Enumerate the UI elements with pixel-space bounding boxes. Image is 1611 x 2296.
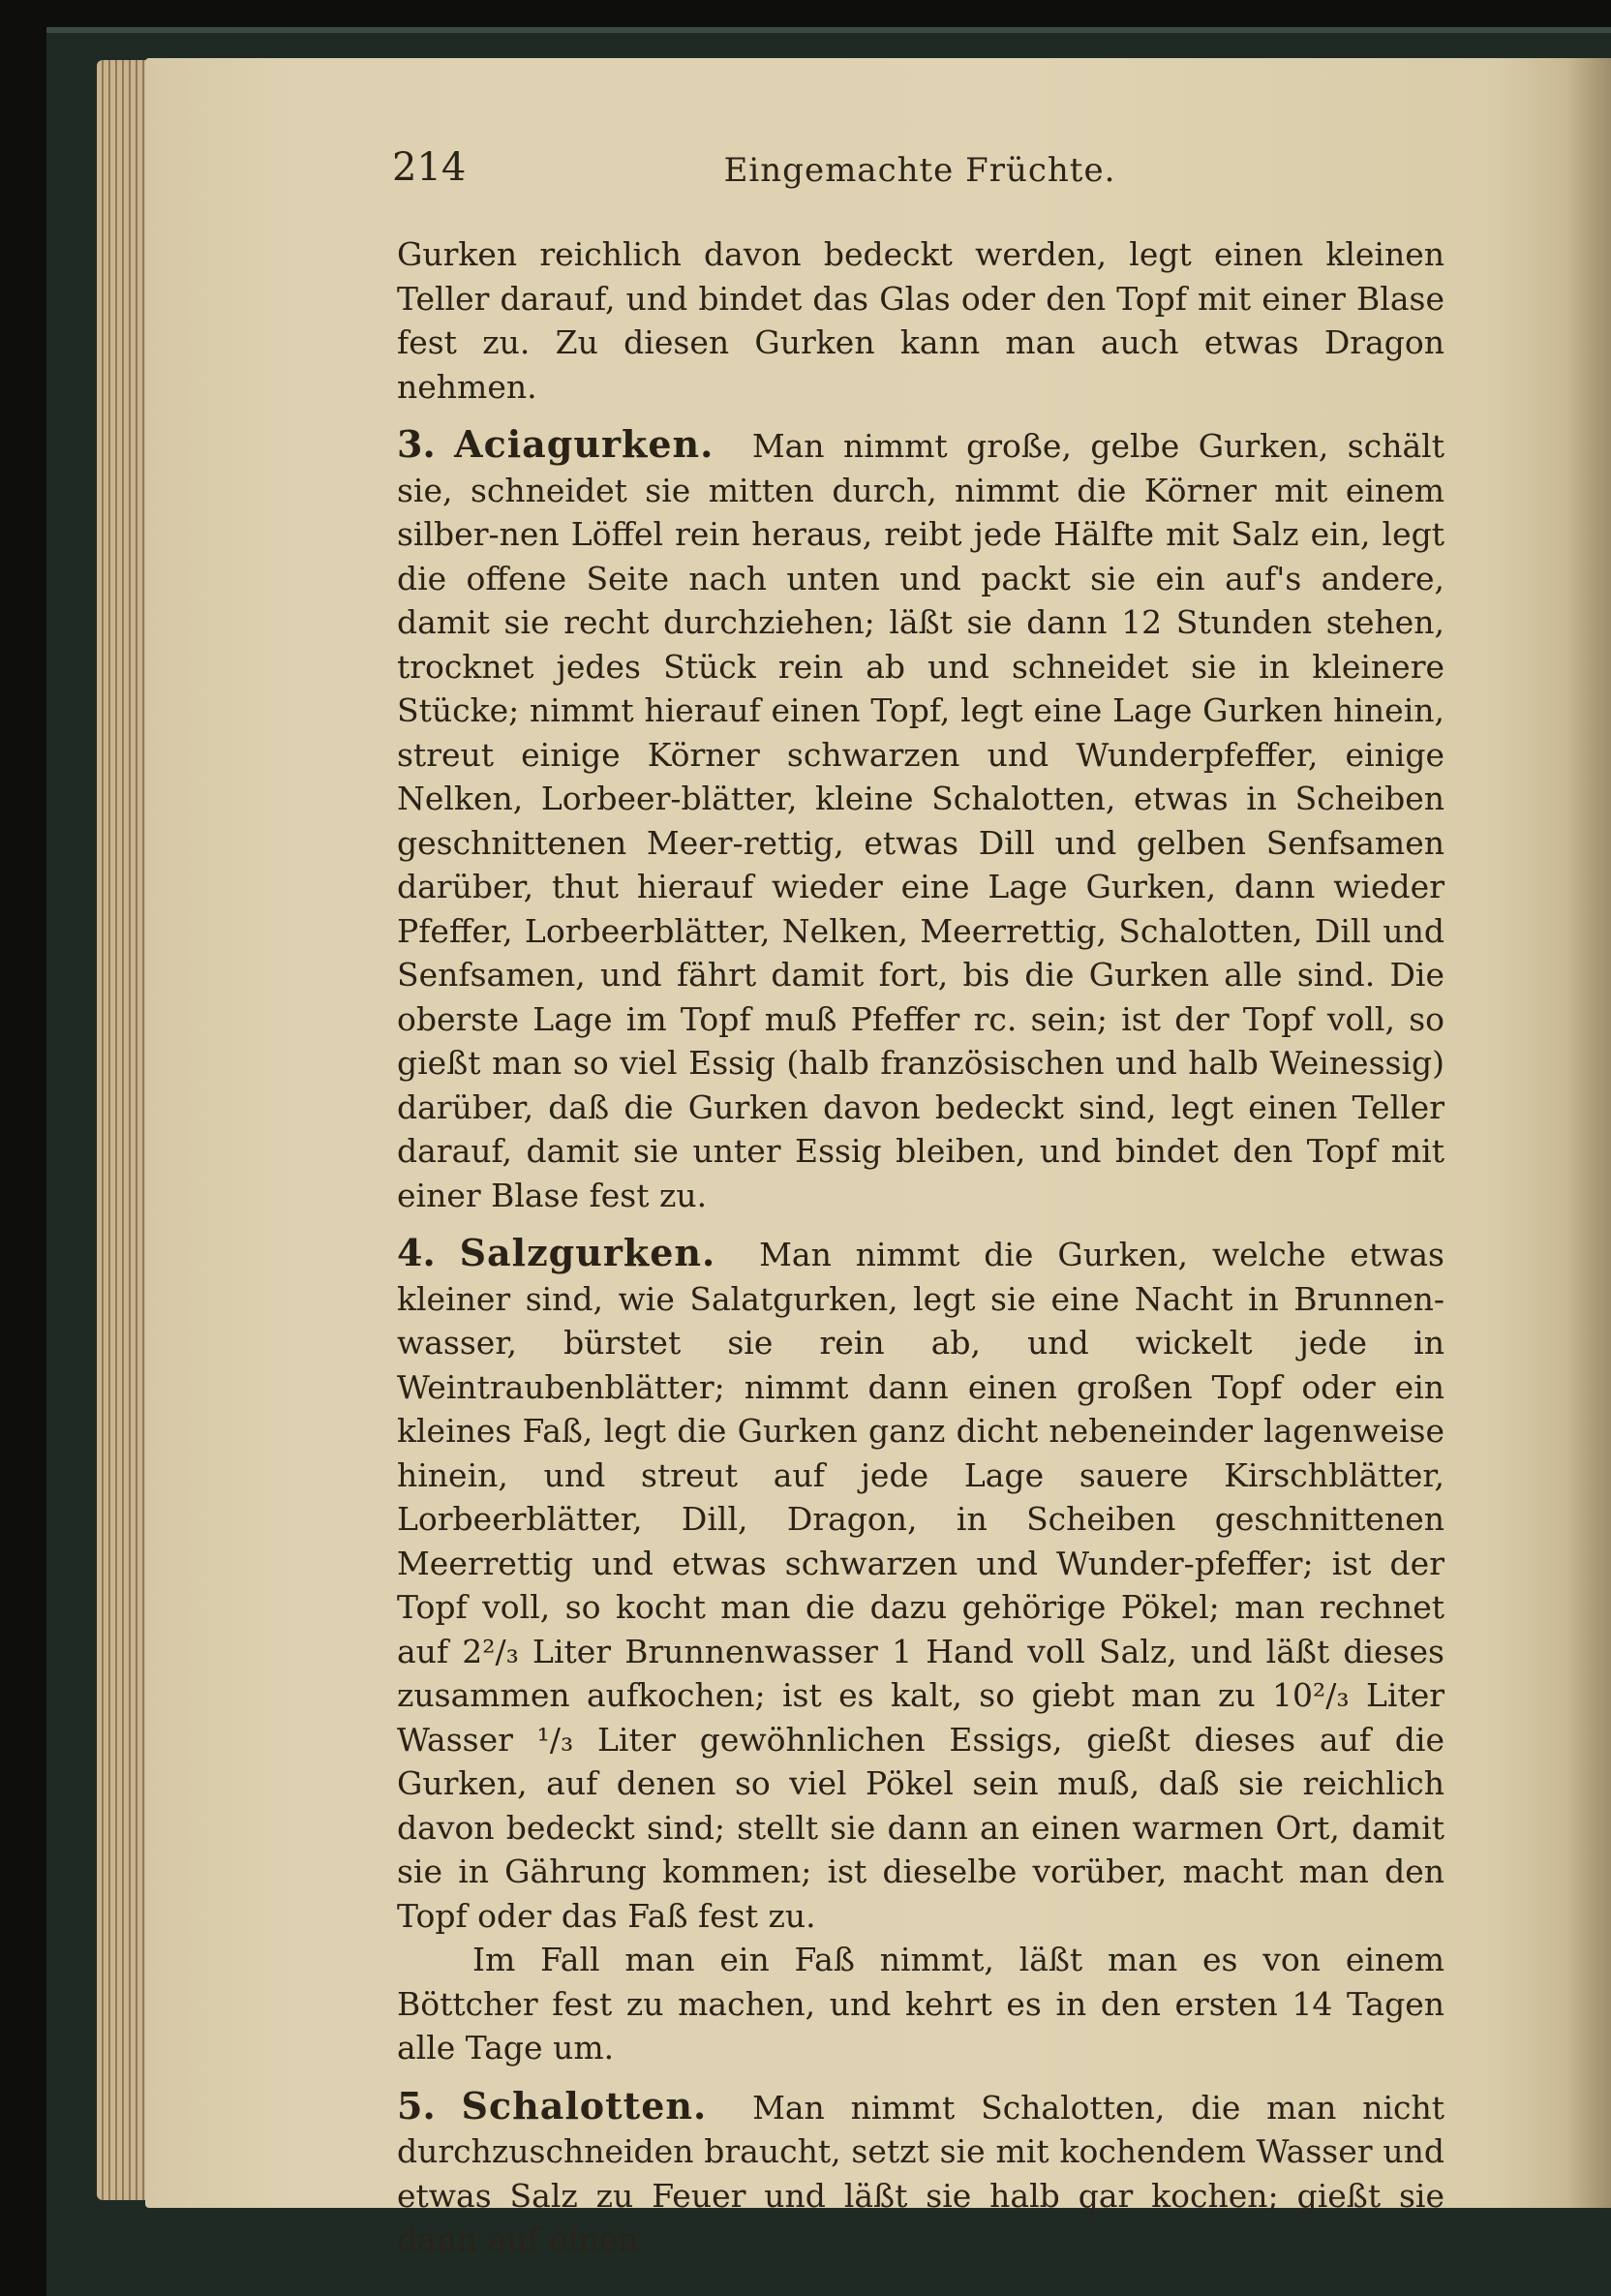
recipe-text: Man nimmt große, gelbe Gurken, schält sie, schneidet sie mitten durch, nimmt die Körner mit einem silber-nen Löffel rein heraus, reibt jede Hälfte mit Salz ein, legt die offene Seite nach unten und packt sie ein auf's andere, damit sie recht durchziehen; läßt sie dann 12 Stunden stehen, trocknet jedes Stück rein ab und schneidet sie in kleinere Stücke; nimmt hierauf einen Topf, legt eine Lage Gurken hinein, streut einige Körner schwarzen und Wunderpfeffer, einige Nelken, Lorbeer-blätter, kleine Schalotten, etwas in Scheiben geschnittenen Meer-rettig, etwas Dill und gelben Senfsamen darüber, thut hierauf wieder eine Lage Gurken, dann wieder Pfeffer, Lorbeerblätter, Nelken, Meerrettig, Schalotten, Dill und Senfsamen, und fährt damit fort, bis die Gurken alle sind. Die oberste Lage im Topf muß Pfeffer rc. sein; ist der Topf voll, so gießt man so viel Essig (halb französischen und halb Weinessig) darüber, daß die Gurken davon bedeckt sind, legt einen Teller darauf, damit sie unter Essig bleiben, und bindet den Topf mit einer Blase fest zu. [397,427,1444,1214]
page-number: 214 [392,145,467,190]
page-gutter-shadow [1566,58,1611,2208]
recipe-5 [397,2084,1444,2262]
recipe-title: Salzgurken. [459,1231,716,1274]
page-body [397,232,1444,2262]
recipe-title: Aciagurken. [454,422,714,466]
recipe-4 [397,1231,1444,1938]
recipe-number: 5. [397,2083,436,2128]
recipe-text: Man nimmt die Gurken, welche etwas kleiner sind, wie Salatgurken, legt sie eine Nacht in Brunnen-wasser, bürstet sie rein ab, und wickelt jede in Weintraubenblätter; nimmt dann einen großen Topf oder ein kleines Faß, legt die Gurken ganz dicht nebeneinder lagenweise hinein, und streut auf jede Lage sauere Kirschblätter, Lorbeerblätter, Dill, Dragon, in Scheiben geschnittenen Meerrettig und etwas schwarzen und Wunder-pfeffer; ist der Topf voll, so kocht man die dazu gehörige Pökel; man rechnet auf 2²/₃ Liter Brunnenwasser 1 Hand voll Salz, und läßt dieses zusammen aufkochen; ist es kalt, so giebt man zu 10²/₃ Liter Wasser ¹/₃ Liter gewöhnlichen Essigs, gießt dieses auf die Gurken, auf denen so viel Pökel sein muß, daß sie reichlich davon bedeckt sind; stellt sie dann an einen warmen Ort, damit sie in Gährung kommen; ist dieselbe vorüber, macht man den Topf oder das Faß fest zu. [397,1236,1444,1935]
recipe-text: Man nimmt Schalotten, die man nicht durchzuschneiden braucht, setzt sie mit kochendem Wasser und etwas Salz zu Feuer und läßt sie halb gar kochen; gießt sie dann auf einen [397,2088,1444,2258]
recipe-4-note: Im Fall man ein Faß nimmt, läßt man es von einem Böttcher fest zu machen, und kehrt es in den ersten 14 Tagen alle Tage um. [397,1941,1444,2066]
recipe-number: 4. [397,1231,436,1274]
recipe-title: Schalotten. [461,2083,708,2128]
page-header [392,145,1447,203]
recipe-number: 3. [397,422,436,466]
continued-paragraph: Gurken reichlich davon bedeckt werden, legt einen kleinen Teller darauf, und bindet das Glas oder den Topf mit einer Blase fest zu. Zu diesen Gurken kann man auch etwas Dragon nehmen. [397,235,1444,406]
recipe-3 [397,422,1444,1217]
running-title: Eingemachte Früchte. [723,151,1116,190]
